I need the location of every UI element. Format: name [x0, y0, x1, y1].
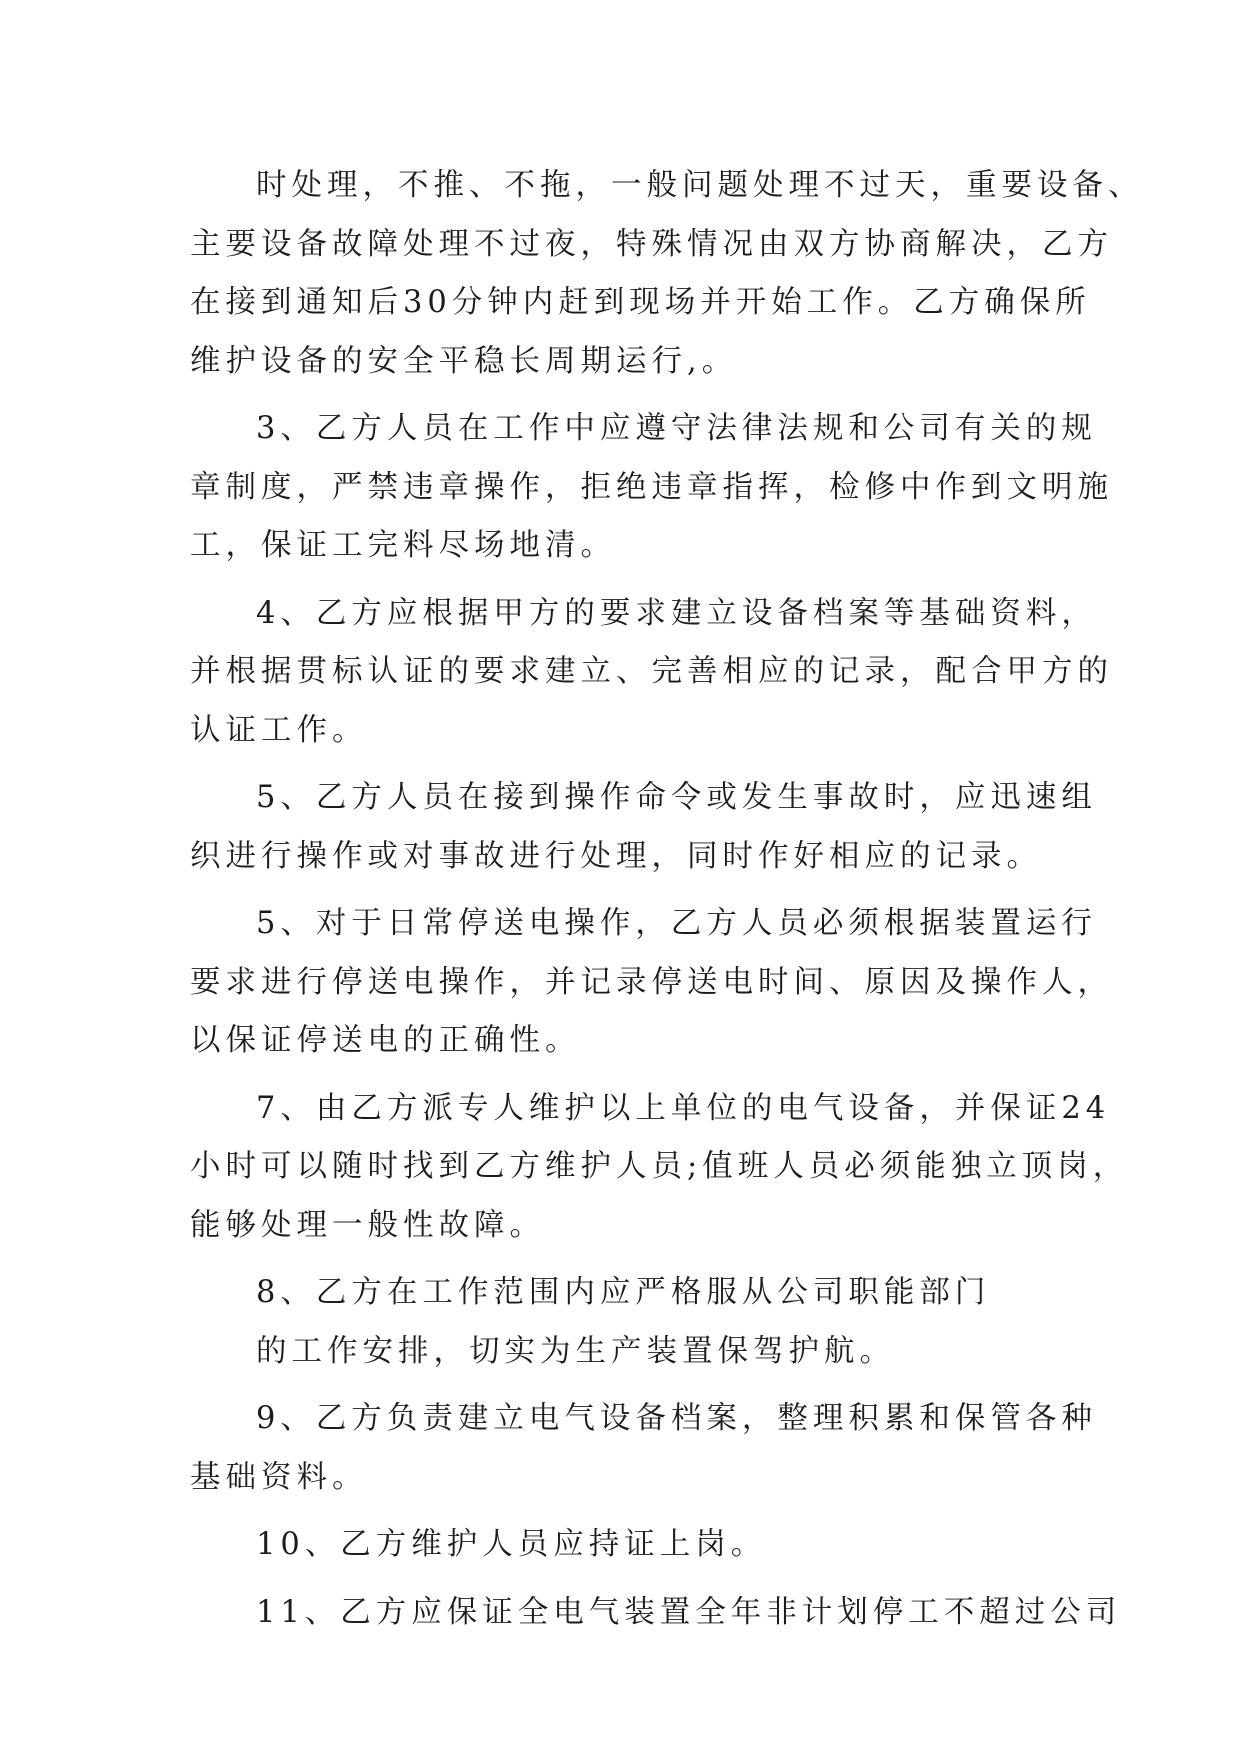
document-body: [190, 157, 1144, 1642]
text-line: 的工作安排，切实为生产装置保驾护航。: [256, 1333, 895, 1369]
text-line: 要求进行停送电操作，并记录停送电时间、原因及操作人，: [190, 964, 1113, 1000]
paragraph-item-5a: [190, 769, 1097, 886]
text-line: 维护设备的安全平稳长周期运行,。: [190, 343, 738, 379]
paragraph-item-10: [190, 1516, 1060, 1575]
text-line: 章制度，严禁违章操作，拒绝违章指挥，检修中作到文明施: [190, 469, 1113, 505]
paragraph-gap: [190, 391, 1060, 400]
text-line: 主要设备故障处理不过夜，特殊情况由双方协商解决，乙方: [190, 226, 1113, 262]
text-line: 基础资料。: [190, 1459, 368, 1495]
text-line: 11、乙方应保证全电气装置全年非计划停工不超过公司: [256, 1594, 1122, 1630]
paragraph-item-11: [190, 1584, 1122, 1643]
text-line: 小时可以随时找到乙方维护人员;值班人员必须能独立顶岗，: [190, 1149, 1129, 1184]
text-line: 时处理，不推、不拖，一般问题处理不过天，重要设备、: [256, 168, 1144, 203]
paragraph-gap: [190, 1071, 1060, 1080]
text-line: 5、对于日常停送电操作，乙方人员必须根据装置运行: [256, 906, 1097, 941]
text-line: 在接到通知后30分钟内赶到现场并开始工作。乙方确保所: [190, 285, 1091, 320]
paragraph-gap: [190, 576, 1060, 585]
text-line: 4、乙方应根据甲方的要求建立设备档案等基础资料，: [256, 595, 1097, 631]
text-line: 以保证停送电的正确性。: [190, 1023, 581, 1058]
paragraph-gap: [190, 886, 1060, 895]
paragraph-gap: [190, 1255, 1060, 1264]
paragraph-item-5b: [190, 895, 1113, 1071]
text-line: 认证工作。: [190, 712, 368, 748]
paragraph-gap: [190, 1507, 1060, 1516]
text-line: 并根据贯标认证的要求建立、完善相应的记录，配合甲方的: [190, 654, 1113, 689]
paragraph-item-7: [190, 1080, 1129, 1256]
text-line: 10、乙方维护人员应持证上岗。: [256, 1527, 767, 1562]
paragraph-gap: [190, 760, 1060, 769]
text-line: 织进行操作或对事故进行处理，同时作好相应的记录。: [190, 838, 1042, 874]
text-line: 5、乙方人员在接到操作命令或发生事故时，应迅速组: [256, 780, 1097, 815]
text-line: 工，保证工完料尽场地清。: [190, 528, 616, 563]
text-line: 7、由乙方派专人维护以上单位的电气设备，并保证24: [256, 1090, 1111, 1126]
paragraph-intro: [190, 157, 1144, 391]
paragraph-gap: [190, 1575, 1060, 1584]
paragraph-item-9: [190, 1390, 1097, 1507]
paragraph-item-4: [190, 585, 1113, 761]
paragraph-item-8: [190, 1264, 1060, 1381]
text-line: 8、乙方在工作范围内应严格服从公司职能部门: [256, 1275, 991, 1310]
text-line: 9、乙方负责建立电气设备档案，整理积累和保管各种: [256, 1401, 1097, 1436]
text-line: 3、乙方人员在工作中应遵守法律法规和公司有关的规: [256, 411, 1097, 446]
paragraph-gap: [190, 1381, 1060, 1390]
text-line: 能够处理一般性故障。: [190, 1207, 545, 1243]
paragraph-item-3: [190, 400, 1113, 576]
